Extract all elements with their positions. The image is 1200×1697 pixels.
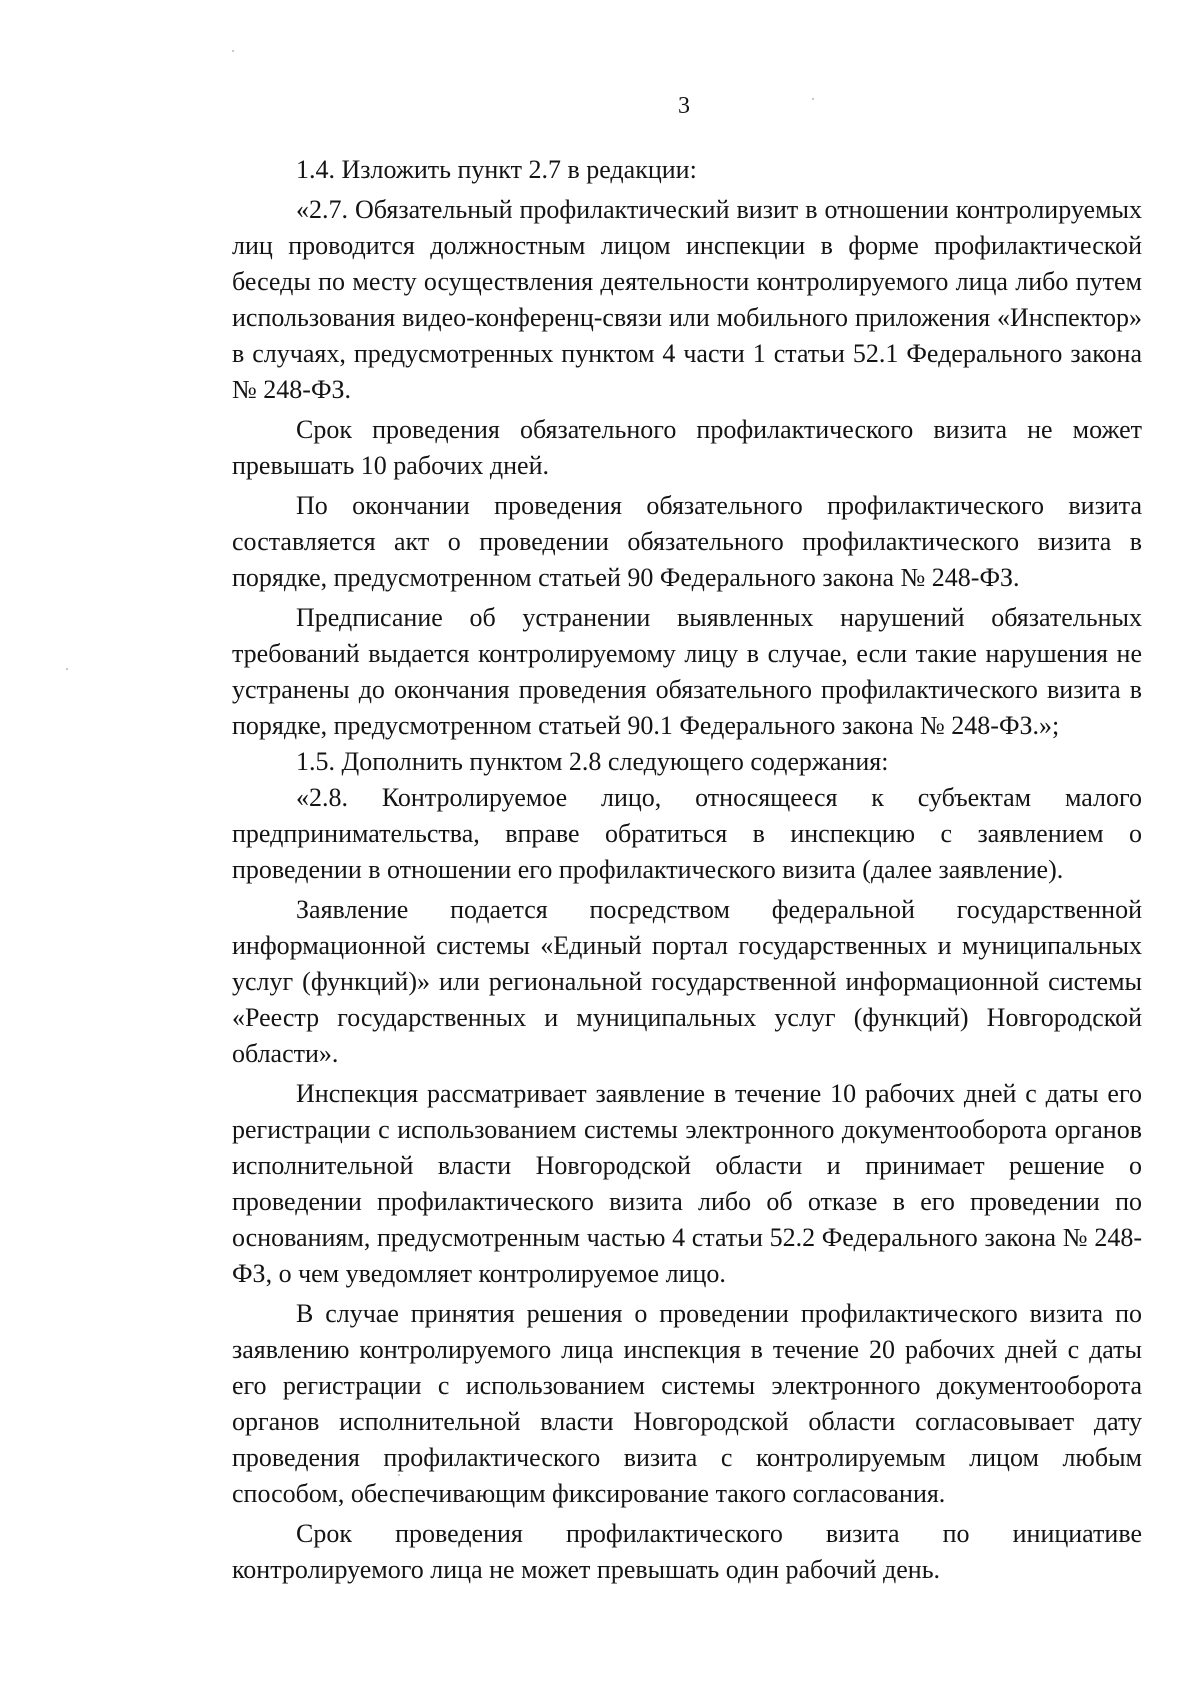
paragraph: «2.8. Контролируемое лицо, относящееся к субъектам малого предпринимательства, вправе обратиться в инспекцию с заявлением о проведении в отношении его профилактического визита (далее заявление).: [232, 783, 1142, 884]
paragraph: «2.7. Обязательный профилактический визит в отношении контролируемых лиц проводится должностным лицом инспекции в форме профилактической беседы по месту осуществления деятельности контролируемого лица либо путем использования видео-конференц-связи или мобильного приложения «Инспектор» в случаях, предусмотренных пунктом 4 части 1 статьи 52.1 Федерального закона № 248-ФЗ.: [232, 195, 1142, 404]
paragraph: Инспекция рассматривает заявление в течение 10 рабочих дней с даты его регистрации с использованием системы электронного документооборота органов исполнительной власти Новгородской области и принимает решение о проведении профилактического визита либо об отказе в его проведении по основаниям, предусмотренным частью 4 статьи 52.2 Федерального закона № 248-ФЗ, о чем уведомляет контролируемое лицо.: [232, 1079, 1142, 1288]
paragraph: По окончании проведения обязательного профилактического визита составляется акт о проведении обязательного профилактического визита в порядке, предусмотренном статьей 90 Федерального закона № 248-ФЗ.: [232, 491, 1142, 592]
scan-speck: [232, 50, 234, 52]
paragraph: Заявление подается посредством федеральной государственной информационной системы «Единый портал государственных и муниципальных услуг (функций)» или региональной государственной информационной системы «Реестр государственных и муниципальных услуг (функций) Новгородской области».: [232, 895, 1142, 1068]
document-body: [232, 152, 1142, 1588]
paragraph: В случае принятия решения о проведении профилактического визита по заявлению контролируемого лица инспекция в течение 20 рабочих дней с даты его регистрации с использованием системы электронного документооборота органов исполнительной власти Новгородской области согласовывает дату проведения профилактического визита с контролируемым лицом любым способом, обеспечивающим фиксирование такого согласования.: [232, 1299, 1142, 1508]
paragraph: 1.4. Изложить пункт 2.7 в редакции:: [296, 155, 697, 184]
paragraph: Срок проведения обязательного профилактического визита не может превышать 10 рабочих дней.: [232, 415, 1142, 480]
paragraph: 1.5. Дополнить пунктом 2.8 следующего содержания:: [296, 747, 889, 776]
page-number: 3: [678, 93, 690, 119]
paragraph: Срок проведения профилактического визита по инициативе контролируемого лица не может превышать один рабочий день.: [232, 1519, 1142, 1584]
paragraph: Предписание об устранении выявленных нарушений обязательных требований выдается контролируемому лицу в случае, если такие нарушения не устранены до окончания проведения обязательного профилактического визита в порядке, предусмотренном статьей 90.1 Федерального закона № 248-ФЗ.»;: [232, 603, 1142, 740]
scan-speck: [66, 668, 68, 670]
